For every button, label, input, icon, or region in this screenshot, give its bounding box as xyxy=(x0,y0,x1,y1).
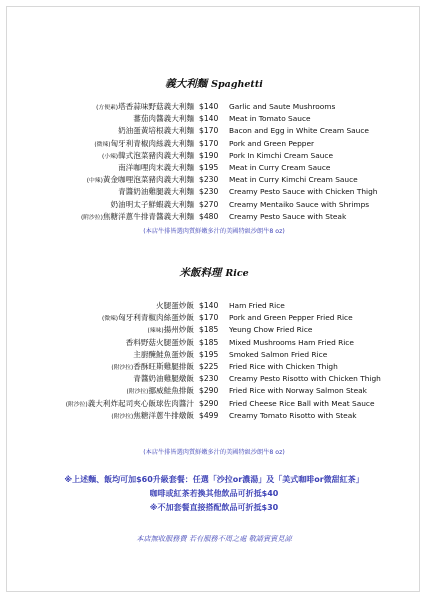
menu-item-price: $480 xyxy=(199,211,219,221)
menu-item-tag: (附沙拉) xyxy=(111,364,134,371)
menu-item-name-en: Ham Fried Rice xyxy=(229,301,285,310)
menu-item-name-en: Pork and Green Pepper Fried Rice xyxy=(229,313,353,323)
menu-item-name-en: Fried Cheese Rice Ball with Meat Sauce xyxy=(229,398,375,408)
menu-item-zh-text: 焦糖洋蔥牛排燉飯 xyxy=(133,410,194,420)
menu-item-name-en: Creamy Pesto Risotto with Chicken Thigh xyxy=(229,374,381,384)
menu-item-tag: (附沙拉) xyxy=(126,389,149,396)
rice-title-en: Rice xyxy=(225,268,249,279)
menu-item-row xyxy=(0,373,428,385)
menu-item-zh-text: 匈牙利青椒肉絲蛋炒飯 xyxy=(118,313,194,323)
menu-item-zh-text: 挪威鮭魚排飯 xyxy=(148,386,194,396)
menu-item-name-zh xyxy=(111,410,194,423)
menu-item-row xyxy=(0,398,428,410)
menu-item-price: $499 xyxy=(199,410,219,420)
menu-item-price: $170 xyxy=(199,138,219,148)
menu-item-row xyxy=(0,324,428,336)
menu-item-row xyxy=(0,186,428,198)
menu-item-name-en: Meat in Curry Cream Sauce xyxy=(229,162,331,172)
menu-item-row xyxy=(0,410,428,422)
menu-item-row xyxy=(0,138,428,150)
menu-item-tag: (附沙拉) xyxy=(80,214,103,221)
menu-item-name-en: Meat in Tomato Sauce xyxy=(229,114,311,124)
menu-item-row xyxy=(0,349,428,361)
menu-item-price: $185 xyxy=(199,337,219,347)
menu-item-name-en: Mixed Mushrooms Ham Fried Rice xyxy=(229,337,354,347)
menu-item-name-zh xyxy=(133,349,194,361)
menu-item-name-zh xyxy=(110,199,194,211)
rice-section-title xyxy=(0,265,428,280)
menu-item-tag: (小辣) xyxy=(101,153,119,160)
menu-item-row xyxy=(0,199,428,211)
menu-item-price: $195 xyxy=(199,349,219,359)
menu-item-row xyxy=(0,312,428,324)
spaghetti-menu-list xyxy=(0,101,428,223)
menu-item-row xyxy=(0,150,428,162)
menu-item-name-zh xyxy=(133,373,194,385)
spaghetti-title-en: Spaghetti xyxy=(211,79,263,90)
menu-item-tag: (中辣) xyxy=(86,178,103,185)
menu-item-price: $170 xyxy=(199,313,219,323)
menu-item-zh-text: 匈牙利青椒肉絲義大利麵 xyxy=(110,138,194,148)
menu-item-row xyxy=(0,337,428,349)
menu-item-price: $270 xyxy=(199,199,219,209)
menu-item-row xyxy=(0,174,428,186)
menu-item-name-en: Garlic and Saute Mushrooms xyxy=(229,102,336,111)
menu-item-row xyxy=(0,125,428,137)
spaghetti-steak-note: (本店牛排皆選肉質鮮嫩多汁的美國特級沙朗牛8 oz) xyxy=(143,228,285,235)
menu-item-zh-text: 南洋咖哩肉末義大利麵 xyxy=(118,162,194,172)
menu-item-zh-text: 蕃茄肉醬義大利麵 xyxy=(133,114,194,124)
menu-item-tag: (附沙拉) xyxy=(65,401,88,408)
menu-item-zh-text: 青醬奶油雞腿燉飯 xyxy=(133,374,194,384)
menu-item-price: $140 xyxy=(199,301,219,310)
menu-item-name-en: Creamy Pesto Sauce with Steak xyxy=(229,211,347,221)
menu-item-row xyxy=(0,101,428,113)
menu-item-name-en: Yeung Chow Fried Rice xyxy=(229,325,313,335)
rice-menu-list xyxy=(0,300,428,422)
menu-item-name-en: Fried Rice with Norway Salmon Steak xyxy=(229,386,367,396)
service-charge-note: 本店無收服務費 若有服務不周之處 敬請賓賓見諒 xyxy=(136,534,292,543)
menu-item-tag: (微辣) xyxy=(101,316,119,323)
menu-item-name-en: Bacon and Egg in White Cream Sauce xyxy=(229,126,369,136)
menu-item-zh-text: 韓式泡菜豬肉義大利麵 xyxy=(118,150,194,160)
set-meal-upgrade-note: ※上述麵、飯均可加$60升級套餐：任選「沙拉or濃湯」及「美式咖啡or微甜紅茶」 xyxy=(64,475,364,484)
menu-item-tag: (微辣) xyxy=(94,141,111,148)
menu-item-price: $225 xyxy=(199,361,219,371)
menu-item-zh-text: 奶油蛋黃培根義大利麵 xyxy=(118,126,194,136)
menu-item-price: $195 xyxy=(199,162,219,172)
menu-item-price: $185 xyxy=(199,325,219,335)
menu-item-name-en: Creamy Tomato Risotto with Steak xyxy=(229,410,357,420)
menu-item-name-en: Creamy Mentaiko Sauce with Shrimps xyxy=(229,199,370,209)
rice-title-zh: 米飯料理 xyxy=(179,267,222,279)
menu-item-row xyxy=(0,300,428,312)
menu-item-zh-text: 香酥旺斯雞腿排飯 xyxy=(133,361,194,371)
menu-item-zh-text: 黃金咖哩泡菜豬肉義大利麵 xyxy=(102,175,194,185)
menu-item-price: $290 xyxy=(199,386,219,396)
rice-steak-note: (本店牛排皆選肉質鮮嫩多汁的美國特級沙朗牛8 oz) xyxy=(143,449,285,456)
menu-item-price: $170 xyxy=(199,126,219,136)
menu-item-zh-text: 奶油明太子鮮蝦義大利麵 xyxy=(110,199,194,209)
menu-item-name-en: Creamy Pesto Sauce with Chicken Thigh xyxy=(229,187,378,197)
menu-item-name-zh xyxy=(126,337,194,349)
menu-item-name-zh xyxy=(118,125,194,137)
menu-item-name-zh xyxy=(156,300,194,312)
menu-item-price: $230 xyxy=(199,374,219,384)
menu-item-zh-text: 火腿蛋炒飯 xyxy=(156,301,194,310)
menu-item-price: $290 xyxy=(199,398,219,408)
menu-item-row xyxy=(0,385,428,397)
menu-item-zh-text: 主廚醃鮭魚蛋炒飯 xyxy=(133,349,194,359)
menu-item-zh-text: 義大利炸起司夾心飯球佐肉醬汁 xyxy=(87,398,194,408)
spaghetti-title-zh: 義大利麵 xyxy=(165,78,208,90)
menu-item-row xyxy=(0,361,428,373)
menu-item-tag: (辣味) xyxy=(147,328,164,335)
drink-swap-note: 咖啡或紅茶若換其他飲品可折抵$40 xyxy=(149,489,279,498)
menu-item-zh-text: 焦糖洋蔥牛排青醬義大利麵 xyxy=(102,211,194,221)
menu-item-zh-text: 青醬奶油雞腿義大利麵 xyxy=(118,187,194,197)
menu-item-row xyxy=(0,162,428,174)
menu-item-row xyxy=(0,113,428,125)
menu-item-row xyxy=(0,211,428,223)
menu-item-name-zh xyxy=(118,162,194,174)
menu-item-name-en: Pork In Kimchi Cream Sauce xyxy=(229,150,334,160)
menu-item-name-zh xyxy=(133,113,194,125)
menu-item-name-zh xyxy=(118,186,194,198)
menu-item-zh-text: 塔香蒜味野菇義大利麵 xyxy=(118,102,194,111)
menu-item-zh-text: 香料野菇火腿蛋炒飯 xyxy=(125,337,194,347)
menu-item-price: $190 xyxy=(199,150,219,160)
menu-item-tag: (方便素) xyxy=(96,105,119,111)
menu-item-zh-text: 揚州炒飯 xyxy=(163,325,194,335)
menu-item-price: $230 xyxy=(199,187,219,197)
menu-item-price: $230 xyxy=(199,175,219,185)
menu-item-name-en: Fried Rice with Chicken Thigh xyxy=(229,361,338,371)
menu-item-name-en: Pork and Green Pepper xyxy=(229,138,315,148)
menu-item-name-en: Meat in Curry Kimchi Cream Sauce xyxy=(229,175,358,185)
menu-item-price: $140 xyxy=(199,114,219,124)
spaghetti-section-title xyxy=(0,76,428,91)
menu-item-name-en: Smoked Salmon Fried Rice xyxy=(229,349,328,359)
menu-item-name-zh xyxy=(81,211,194,224)
menu-item-price: $140 xyxy=(199,102,219,111)
drink-discount-note: ※不加套餐直接搭配飲品可折抵$30 xyxy=(149,503,279,512)
menu-item-tag: (附沙拉) xyxy=(111,413,134,420)
